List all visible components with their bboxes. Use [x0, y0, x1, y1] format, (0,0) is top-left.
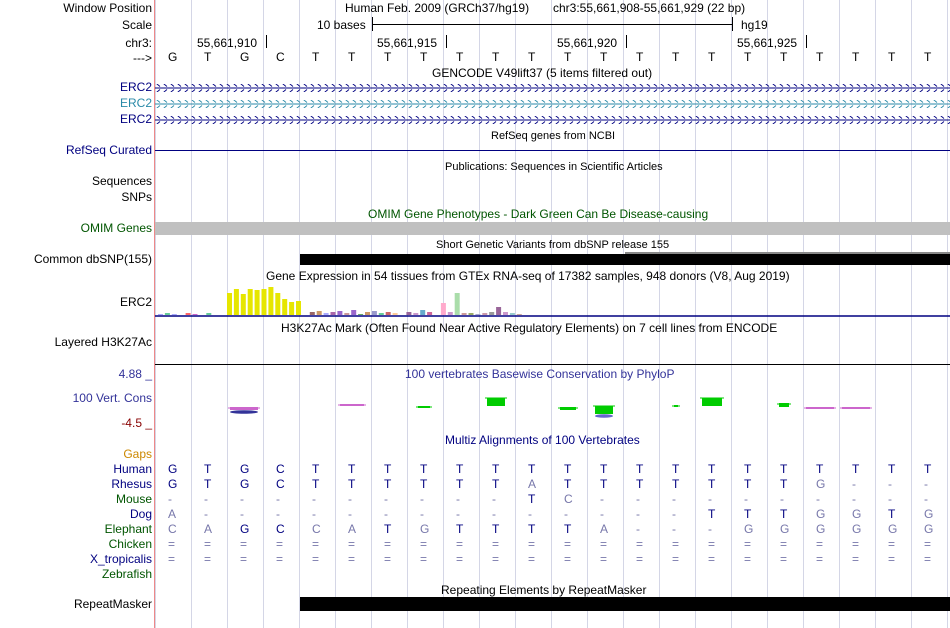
alignment-base-human: T: [204, 462, 212, 476]
alignment-base-rhesus: T: [456, 477, 464, 491]
gencode-transcripts[interactable]: [155, 80, 950, 128]
gtex-tissue-bar[interactable]: [255, 290, 260, 315]
gtex-tissue-bar[interactable]: [455, 293, 460, 315]
alignment-base-elephant: G: [816, 522, 826, 536]
phylop-conservation-plot[interactable]: [155, 380, 950, 430]
alignment-base-elephant: G: [780, 522, 790, 536]
alignment-base-xtrop: =: [348, 552, 356, 566]
label-chicken[interactable]: Chicken: [108, 537, 152, 551]
alignment-base-elephant: -: [636, 522, 640, 536]
tick-label: 55,661,915: [377, 36, 438, 50]
alignment-base-xtrop: =: [276, 552, 284, 566]
alignment-base-mouse: -: [672, 492, 676, 506]
gtex-tissue-bar[interactable]: [172, 314, 177, 315]
omim-title: OMIM Gene Phenotypes - Dark Green Can Be Disease-causing: [368, 207, 709, 221]
dbsnp-variant-bar[interactable]: [300, 254, 950, 265]
scale-bar: [372, 24, 732, 25]
base-letter: T: [564, 50, 572, 64]
alignment-base-rhesus: T: [348, 477, 356, 491]
gencode-title: GENCODE V49lift37 (5 items filtered out): [432, 66, 653, 80]
alignment-base-mouse: -: [888, 492, 892, 506]
alignment-base-human: T: [816, 462, 824, 476]
label-repeatmasker[interactable]: RepeatMasker: [73, 597, 152, 611]
alignment-base-xtrop: =: [312, 552, 320, 566]
gtex-tissue-bar[interactable]: [268, 287, 273, 315]
gtex-tissue-bar[interactable]: [462, 313, 467, 315]
alignment-base-xtrop: =: [420, 552, 428, 566]
alignment-base-mouse: -: [420, 492, 424, 506]
alignment-base-human: T: [492, 462, 500, 476]
alignment-base-chicken: =: [204, 537, 212, 551]
alignment-base-rhesus: T: [204, 477, 212, 491]
base-letter: T: [312, 50, 320, 64]
label-erc2-3[interactable]: ERC2: [119, 112, 152, 126]
alignment-base-dog: A: [168, 507, 177, 521]
gtex-tissue-bar[interactable]: [248, 289, 253, 315]
erc2-transcript-3[interactable]: [155, 116, 950, 124]
gtex-tissue-bar[interactable]: [496, 307, 501, 315]
phylop-score-mark: [487, 398, 505, 406]
base-letter: T: [780, 50, 788, 64]
base-letter: T: [204, 50, 212, 64]
alignment-base-rhesus: T: [384, 477, 392, 491]
label-erc2-2[interactable]: ERC2: [119, 96, 152, 110]
gtex-tissue-bar[interactable]: [275, 293, 280, 315]
alignment-base-xtrop: =: [528, 552, 536, 566]
gtex-tissue-bar[interactable]: [406, 312, 411, 315]
refseq-title: RefSeq genes from NCBI: [491, 130, 616, 142]
alignment-base-dog: T: [780, 507, 788, 521]
gtex-tissue-bar[interactable]: [337, 311, 342, 315]
base-letter: T: [456, 50, 464, 64]
phylop-title: 100 vertebrates Basewise Conservation by PhyloP: [405, 367, 675, 381]
alignment-base-mouse: C: [564, 492, 573, 506]
gtex-tissue-bar[interactable]: [448, 312, 453, 315]
label-omim-genes[interactable]: OMIM Genes: [80, 221, 152, 235]
label-refseq-curated[interactable]: RefSeq Curated: [65, 143, 152, 157]
alignment-base-mouse: -: [384, 492, 388, 506]
tick-mark: [446, 35, 447, 48]
label-window-position: Window Position: [63, 1, 152, 15]
base-letter: T: [888, 50, 896, 64]
alignment-base-elephant: T: [528, 522, 536, 536]
alignment-base-elephant: T: [456, 522, 464, 536]
alignment-base-human: T: [672, 462, 680, 476]
alignment-base-rhesus: T: [564, 477, 572, 491]
h3k27ac-title: H3K27Ac Mark (Often Found Near Active Regulatory Elements) on 7 cell lines from ENCODE: [281, 321, 778, 335]
alignment-base-mouse: T: [528, 492, 536, 506]
alignment-base-chicken: =: [528, 537, 536, 551]
label-rhesus[interactable]: Rhesus: [111, 477, 152, 491]
base-letter: T: [924, 50, 932, 64]
alignment-base-xtrop: =: [204, 552, 212, 566]
alignment-base-human: T: [456, 462, 464, 476]
alignment-base-human: T: [708, 462, 716, 476]
alignment-base-rhesus: -: [924, 477, 928, 491]
alignment-base-rhesus: T: [672, 477, 680, 491]
alignment-base-dog: G: [924, 507, 934, 521]
alignment-base-human: T: [852, 462, 860, 476]
alignment-base-mouse: -: [708, 492, 712, 506]
alignment-base-human: T: [312, 462, 320, 476]
gtex-tissue-bar[interactable]: [379, 313, 384, 315]
gtex-tissue-bar[interactable]: [420, 310, 425, 315]
alignment-base-human: T: [636, 462, 644, 476]
alignment-base-rhesus: T: [420, 477, 428, 491]
gtex-tissue-bar[interactable]: [206, 313, 211, 315]
repeatmasker-element-bar[interactable]: [300, 597, 950, 611]
alignment-base-xtrop: =: [240, 552, 248, 566]
alignment-base-mouse: -: [600, 492, 604, 506]
alignment-base-rhesus: G: [240, 477, 250, 491]
alignment-base-rhesus: G: [168, 477, 178, 491]
alignment-base-human: T: [384, 462, 392, 476]
label-snps[interactable]: SNPs: [121, 190, 152, 204]
erc2-transcript-2[interactable]: [155, 100, 950, 108]
alignment-base-mouse: -: [276, 492, 280, 506]
gtex-tissue-bar[interactable]: [317, 311, 322, 315]
alignment-base-mouse: -: [240, 492, 244, 506]
alignment-base-mouse: -: [492, 492, 496, 506]
gtex-tissue-bar[interactable]: [489, 312, 494, 315]
alignment-base-xtrop: =: [636, 552, 644, 566]
alignment-base-chicken: =: [744, 537, 752, 551]
label-gaps[interactable]: Gaps: [123, 447, 152, 461]
gtex-tissue-bar[interactable]: [427, 312, 432, 315]
gtex-tissue-bar[interactable]: [296, 301, 301, 315]
gtex-tissue-bar[interactable]: [193, 314, 198, 315]
dbsnp-title: Short Genetic Variants from dbSNP release 155: [436, 239, 670, 251]
alignment-base-xtrop: =: [168, 552, 176, 566]
tick-label: 55,661,920: [557, 36, 618, 50]
gtex-title: Gene Expression in 54 tissues from GTEx RNA-seq of 17382 samples, 948 donors (V8, Aug 2019): [266, 269, 790, 283]
alignment-base-rhesus: -: [888, 477, 892, 491]
label-human[interactable]: Human: [113, 462, 152, 476]
alignment-base-dog: -: [312, 507, 316, 521]
gtex-tissue-bar[interactable]: [469, 313, 474, 315]
alignment-base-chicken: =: [312, 537, 320, 551]
alignment-base-human: T: [744, 462, 752, 476]
gtex-tissue-bar[interactable]: [241, 294, 246, 315]
gtex-tissue-bar[interactable]: [331, 312, 336, 315]
label-gtex-erc2[interactable]: ERC2: [119, 295, 152, 309]
alignment-base-dog: -: [672, 507, 676, 521]
phylop-negative-mark: [595, 414, 613, 418]
phylop-negative-mark: [230, 410, 258, 414]
label-phylop-cons[interactable]: 100 Vert. Cons: [72, 391, 152, 405]
alignment-base-chicken: =: [780, 537, 788, 551]
gtex-tissue-bar[interactable]: [358, 314, 363, 315]
alignment-base-xtrop: =: [456, 552, 464, 566]
alignment-base-human: T: [924, 462, 932, 476]
repeatmasker-title: Repeating Elements by RepeatMasker: [441, 583, 647, 597]
label-chr: chr3:: [125, 36, 152, 50]
label-common-dbsnp[interactable]: Common dbSNP(155): [33, 252, 152, 266]
track-area[interactable]: [155, 0, 950, 628]
alignment-base-elephant: T: [384, 522, 392, 536]
base-letter: T: [636, 50, 644, 64]
gtex-tissue-bar[interactable]: [282, 299, 287, 315]
base-letter: T: [744, 50, 752, 64]
alignment-base-chicken: =: [852, 537, 860, 551]
alignment-base-chicken: =: [888, 537, 896, 551]
base-letter: T: [852, 50, 860, 64]
base-letter: T: [492, 50, 500, 64]
alignment-base-chicken: =: [564, 537, 572, 551]
alignment-base-mouse: -: [636, 492, 640, 506]
alignment-base-mouse: -: [168, 492, 172, 506]
gtex-tissue-bar[interactable]: [482, 313, 487, 315]
alignment-base-chicken: =: [924, 537, 932, 551]
alignment-base-mouse: -: [348, 492, 352, 506]
alignment-base-mouse: -: [456, 492, 460, 506]
alignment-base-chicken: =: [168, 537, 176, 551]
gtex-tissue-bar[interactable]: [165, 313, 170, 315]
base-letter: T: [420, 50, 428, 64]
alignment-base-dog: -: [636, 507, 640, 521]
alignment-base-human: T: [888, 462, 896, 476]
alignment-base-xtrop: =: [384, 552, 392, 566]
alignment-base-elephant: G: [420, 522, 430, 536]
h3k27ac-baseline: [155, 364, 950, 365]
alignment-base-human: G: [240, 462, 250, 476]
alignment-base-rhesus: T: [708, 477, 716, 491]
tick-mark: [266, 35, 267, 48]
scale-db: hg19: [741, 18, 768, 32]
label-erc2-1[interactable]: ERC2: [119, 80, 152, 94]
alignment-base-dog: G: [816, 507, 826, 521]
label-sequences[interactable]: Sequences: [91, 174, 152, 188]
gtex-tissue-bar[interactable]: [262, 289, 267, 315]
alignment-base-elephant: C: [168, 522, 177, 536]
alignment-base-rhesus: T: [636, 477, 644, 491]
alignment-base-human: T: [528, 462, 536, 476]
label-mouse[interactable]: Mouse: [115, 492, 152, 506]
label-x-tropicalis[interactable]: X_tropicalis: [89, 552, 152, 566]
alignment-base-xtrop: =: [852, 552, 860, 566]
refseq-gene-line[interactable]: [155, 150, 950, 151]
alignment-base-dog: -: [564, 507, 568, 521]
position-text: chr3:55,661,908-55,661,929 (22 bp): [553, 1, 746, 15]
alignment-base-elephant: A: [348, 522, 357, 536]
dbsnp-variant-bar-2[interactable]: [625, 252, 950, 254]
phylop-score-mark: [595, 406, 613, 414]
label-phylop-max: 4.88 _: [118, 367, 152, 381]
gtex-tissue-bar[interactable]: [413, 313, 418, 315]
label-arrow: --->: [133, 51, 152, 65]
gtex-tissue-bar[interactable]: [227, 293, 232, 315]
gtex-tissue-bar[interactable]: [351, 310, 356, 315]
alignment-base-mouse: -: [312, 492, 316, 506]
alignment-base-human: T: [420, 462, 428, 476]
scale-text: 10 bases: [317, 18, 366, 32]
label-layered-h3k27ac[interactable]: Layered H3K27Ac: [54, 335, 152, 349]
gtex-expression-bars[interactable]: [155, 283, 950, 319]
base-letter: T: [816, 50, 824, 64]
alignment-base-elephant: -: [708, 522, 712, 536]
alignment-base-mouse: -: [852, 492, 856, 506]
omim-gene-bar[interactable]: [155, 222, 950, 235]
label-zebrafish[interactable]: Zebrafish: [101, 567, 152, 581]
alignment-base-elephant: G: [744, 522, 754, 536]
phylop-score-mark: [702, 398, 722, 406]
gtex-tissue-bar[interactable]: [393, 313, 398, 315]
alignment-base-human: T: [348, 462, 356, 476]
base-letter: T: [384, 50, 392, 64]
gtex-tissue-bar[interactable]: [372, 311, 377, 315]
multiz-title: Multiz Alignments of 100 Vertebrates: [445, 433, 640, 447]
alignment-base-elephant: G: [852, 522, 862, 536]
alignment-base-elephant: T: [564, 522, 572, 536]
gtex-tissue-bar[interactable]: [475, 314, 480, 315]
alignment-base-rhesus: G: [816, 477, 826, 491]
alignment-base-xtrop: =: [744, 552, 752, 566]
alignment-base-human: C: [276, 462, 285, 476]
alignment-base-dog: -: [492, 507, 496, 521]
alignment-base-dog: -: [456, 507, 460, 521]
gtex-tissue-bar[interactable]: [158, 314, 163, 315]
alignment-base-mouse: -: [816, 492, 820, 506]
alignment-base-dog: T: [744, 507, 752, 521]
label-dog[interactable]: Dog: [129, 507, 152, 521]
alignment-base-rhesus: T: [312, 477, 320, 491]
track-labels: [0, 0, 154, 628]
base-letter: G: [240, 50, 250, 64]
alignment-base-chicken: =: [348, 537, 356, 551]
alignment-base-rhesus: T: [492, 477, 500, 491]
alignment-base-elephant: A: [600, 522, 609, 536]
alignment-base-mouse: -: [744, 492, 748, 506]
alignment-base-xtrop: =: [600, 552, 608, 566]
alignment-base-dog: -: [348, 507, 352, 521]
gtex-tissue-bar[interactable]: [386, 312, 391, 315]
alignment-base-xtrop: =: [492, 552, 500, 566]
alignment-base-elephant: G: [888, 522, 898, 536]
alignment-base-xtrop: =: [888, 552, 896, 566]
alignment-base-xtrop: =: [564, 552, 572, 566]
alignment-base-human: G: [168, 462, 178, 476]
alignment-base-human: T: [600, 462, 608, 476]
alignment-base-dog: T: [708, 507, 716, 521]
alignment-base-rhesus: A: [528, 477, 537, 491]
alignment-base-chicken: =: [240, 537, 248, 551]
alignment-base-human: T: [564, 462, 572, 476]
alignment-base-dog: -: [384, 507, 388, 521]
base-letter: T: [528, 50, 536, 64]
gtex-tissue-bar[interactable]: [310, 312, 315, 315]
alignment-base-dog: -: [600, 507, 604, 521]
alignment-base-chicken: =: [816, 537, 824, 551]
alignment-base-chicken: =: [672, 537, 680, 551]
base-letter: T: [600, 50, 608, 64]
gtex-tissue-bar[interactable]: [324, 313, 329, 315]
tick-mark: [806, 35, 807, 48]
alignment-base-mouse: -: [924, 492, 928, 506]
alignment-base-elephant: A: [204, 522, 213, 536]
alignment-base-chicken: =: [492, 537, 500, 551]
alignment-base-chicken: =: [600, 537, 608, 551]
alignment-base-rhesus: C: [276, 477, 285, 491]
label-phylop-min: -4.5 _: [121, 416, 152, 430]
alignment-base-dog: -: [204, 507, 208, 521]
tick-label: 55,661,910: [197, 36, 258, 50]
alignment-base-elephant: T: [492, 522, 500, 536]
gtex-tissue-bar[interactable]: [344, 313, 349, 315]
alignment-base-dog: -: [276, 507, 280, 521]
base-letter: T: [708, 50, 716, 64]
alignment-base-dog: -: [528, 507, 532, 521]
tick-mark: [626, 35, 627, 48]
alignment-base-elephant: G: [240, 522, 250, 536]
alignment-base-xtrop: =: [708, 552, 716, 566]
alignment-base-elephant: G: [924, 522, 934, 536]
alignment-base-human: T: [780, 462, 788, 476]
gtex-tissue-bar[interactable]: [517, 314, 522, 315]
alignment-base-xtrop: =: [924, 552, 932, 566]
alignment-base-elephant: C: [312, 522, 321, 536]
alignment-base-chicken: =: [456, 537, 464, 551]
base-letter: C: [276, 50, 285, 64]
alignment-base-rhesus: T: [600, 477, 608, 491]
alignment-base-dog: -: [240, 507, 244, 521]
alignment-base-chicken: =: [708, 537, 716, 551]
publications-title: Publications: Sequences in Scientific Articles: [445, 161, 663, 173]
alignment-base-xtrop: =: [672, 552, 680, 566]
gtex-tissue-bar[interactable]: [186, 313, 191, 315]
alignment-base-rhesus: T: [744, 477, 752, 491]
alignment-base-dog: G: [852, 507, 862, 521]
gtex-tissue-bar[interactable]: [365, 312, 370, 315]
alignment-base-chicken: =: [420, 537, 428, 551]
alignment-base-dog: T: [888, 507, 896, 521]
label-elephant[interactable]: Elephant: [104, 522, 152, 536]
assembly-title: Human Feb. 2009 (GRCh37/hg19): [345, 1, 530, 15]
alignment-base-rhesus: -: [852, 477, 856, 491]
alignment-base-xtrop: =: [816, 552, 824, 566]
alignment-base-chicken: =: [384, 537, 392, 551]
gtex-tissue-bar[interactable]: [289, 302, 294, 315]
alignment-base-xtrop: =: [780, 552, 788, 566]
alignment-base-elephant: C: [276, 522, 285, 536]
alignment-base-dog: -: [420, 507, 424, 521]
base-letter: T: [672, 50, 680, 64]
base-letter: T: [348, 50, 356, 64]
gtex-tissue-bar[interactable]: [510, 313, 515, 315]
tick-label: 55,661,925: [737, 36, 798, 50]
erc2-transcript-1[interactable]: [155, 84, 950, 92]
gtex-tissue-bar[interactable]: [234, 289, 239, 315]
alignment-base-chicken: =: [276, 537, 284, 551]
alignment-base-rhesus: T: [780, 477, 788, 491]
scale-bar-right-cap: [732, 17, 733, 31]
label-scale: Scale: [121, 18, 152, 32]
alignment-base-mouse: -: [780, 492, 784, 506]
alignment-base-mouse: -: [204, 492, 208, 506]
alignment-base-chicken: =: [636, 537, 644, 551]
gtex-tissue-bar[interactable]: [441, 303, 446, 315]
alignment-base-elephant: -: [672, 522, 676, 536]
gtex-tissue-bar[interactable]: [503, 312, 508, 315]
base-letter: G: [168, 50, 178, 64]
